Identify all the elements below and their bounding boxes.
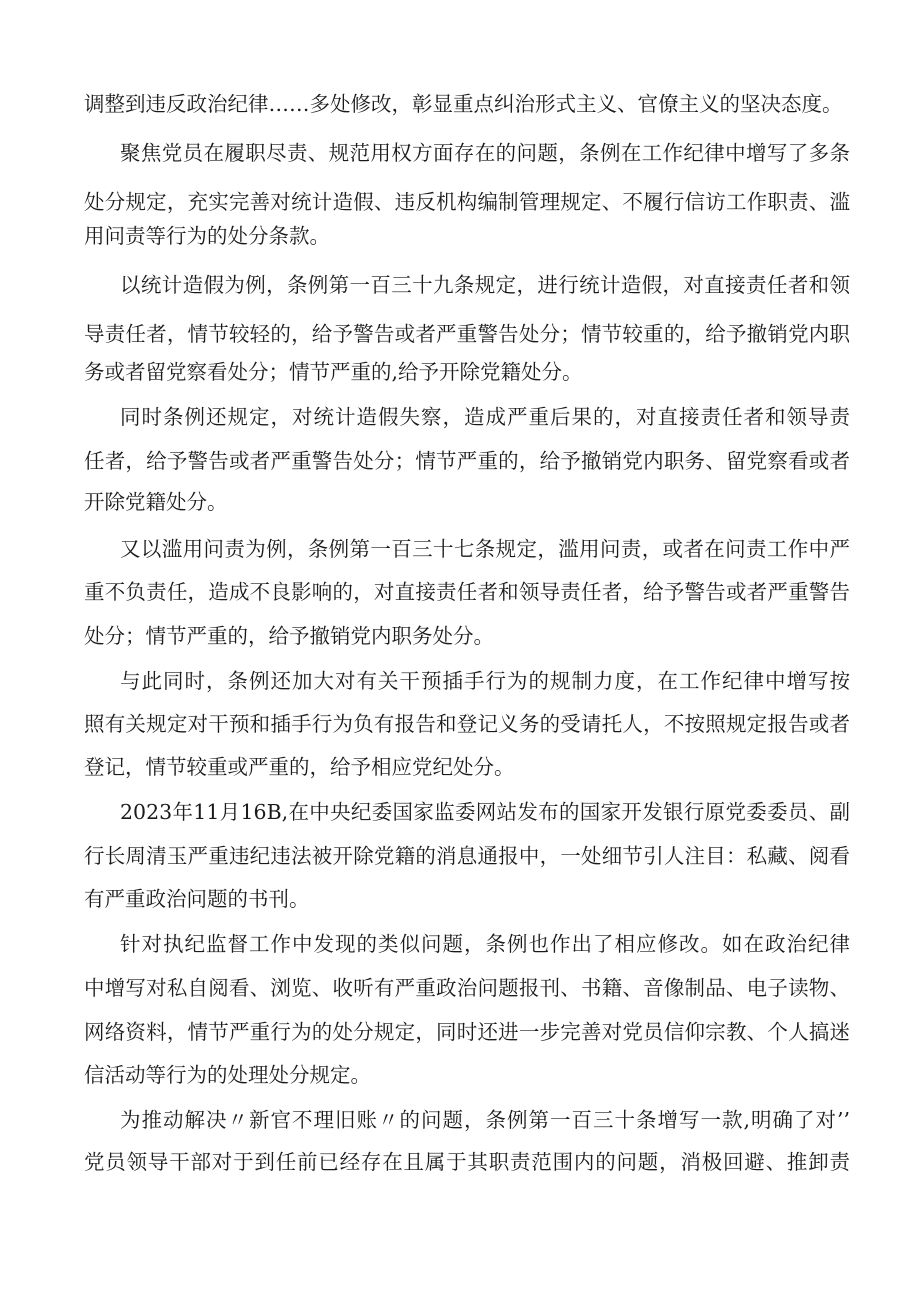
paragraph-line: 有严重政治问题的书刊。 bbox=[84, 887, 310, 911]
paragraph-line: 处分；情节严重的，给予撤销党内职务处分。 bbox=[84, 624, 494, 648]
paragraph-line: 导责任者，情节较轻的，给予警告或者严重警告处分；情节较重的，给予撤销党内职 bbox=[84, 322, 850, 346]
paragraph-line: 2023年11月16B,在中央纪委国家监委网站发布的国家开发银行原党委委员、副 bbox=[120, 800, 850, 824]
paragraph-line: 任者，给予警告或者严重警告处分；情节严重的，给予撤销党内职务、留党察看或者 bbox=[84, 449, 850, 473]
paragraph-line: 中增写对私自阅看、浏览、收听有严重政治问题报刊、书籍、音像制品、电子读物、 bbox=[84, 976, 850, 1000]
paragraph-line: 处分规定，充实完善对统计造假、违反机构编制管理规定、不履行信访工作职责、滥 bbox=[84, 190, 850, 214]
paragraph-line: 又以滥用问责为例，条例第一百三十七条规定，滥用问责，或者在问责工作中严 bbox=[120, 537, 850, 561]
paragraph-line: 照有关规定对干预和插手行为负有报告和登记义务的受请托人，不按照规定报告或者 bbox=[84, 712, 850, 736]
paragraph-line: 聚焦党员在履职尽责、规范用权方面存在的问题，条例在工作纪律中增写了多条 bbox=[120, 141, 850, 165]
paragraph-line: 开除党籍处分。 bbox=[84, 490, 228, 514]
paragraph-line: 登记，情节较重或严重的，给予相应党纪处分。 bbox=[84, 755, 515, 779]
paragraph-line: 党员领导干部对于到任前已经存在且属于其职责范围内的问题，消极回避、推卸责 bbox=[84, 1150, 850, 1174]
paragraph-line: 与此同时，条例还加大对有关干预插手行为的规制力度，在工作纪律中增写按 bbox=[120, 669, 850, 693]
paragraph-line: 网络资料，情节严重行为的处分规定，同时还进一步完善对党员信仰宗教、个人搞迷 bbox=[84, 1020, 850, 1044]
paragraph-line: 务或者留党察看处分；情节严重的,给予开除党籍处分。 bbox=[84, 360, 583, 384]
paragraph-line: 信活动等行为的处理处分规定。 bbox=[84, 1063, 371, 1087]
paragraph-line: 用问责等行为的处分条款。 bbox=[84, 224, 330, 248]
paragraph-line: 同时条例还规定，对统计造假失察，造成严重后果的，对直接责任者和领导责 bbox=[120, 405, 850, 429]
paragraph-line: 以统计造假为例，条例第一百三十九条规定，进行统计造假，对直接责任者和领 bbox=[120, 273, 850, 297]
paragraph-line: 重不负责任，造成不良影响的，对直接责任者和领导责任者，给予警告或者严重警告 bbox=[84, 580, 850, 604]
paragraph-line: 为推动解决〃新官不理旧账〃的问题，条例第一百三十条增写一款,明确了对’’ bbox=[120, 1108, 850, 1132]
paragraph-line: 针对执纪监督工作中发现的类似问题，条例也作出了相应修改。如在政治纪律 bbox=[120, 932, 850, 956]
paragraph-line: 行长周清玉严重违纪违法被开除党籍的消息通报中，一处细节引人注目：私藏、阅看 bbox=[84, 844, 850, 868]
paragraph-line: 调整到违反政治纪律……多处修改，彰显重点纠治形式主义、官僚主义的坚决态度。 bbox=[84, 92, 843, 116]
